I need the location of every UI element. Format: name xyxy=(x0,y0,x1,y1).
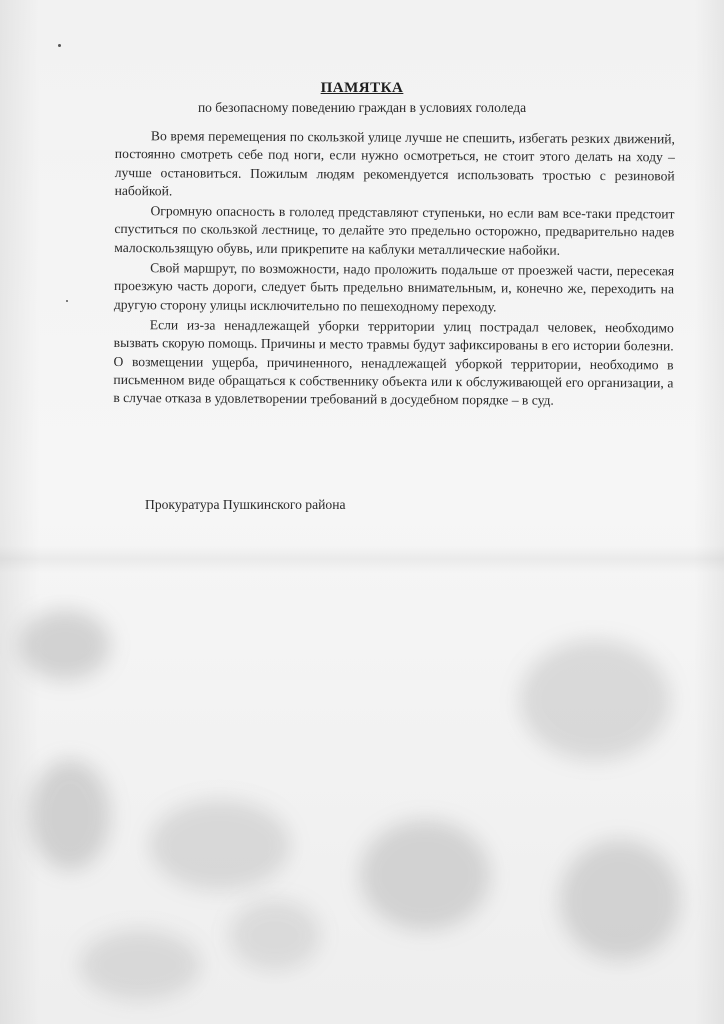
paper-fold-shadow xyxy=(0,545,724,573)
paragraph xyxy=(113,316,674,411)
paragraph xyxy=(114,259,674,317)
document-body xyxy=(113,127,675,411)
toner-smudge xyxy=(230,900,320,970)
toner-smudge xyxy=(560,840,680,960)
scan-edge-shadow-left xyxy=(0,0,40,1024)
signature-line: Прокуратура Пушкинского района xyxy=(145,497,346,512)
toner-smudge xyxy=(150,800,290,890)
paragraph-text: Во время перемещения по скользкой улице лучше не спешить, избегать резких движений, постоянно смотреть себе под ноги, если нужно осмотреться, не стоит этого делать на ходу – лучше остановиться. Пожилым людям рекомендуется использовать тростью с резиновой набойкой. xyxy=(114,128,675,199)
toner-smudge xyxy=(30,760,110,870)
toner-smudge xyxy=(20,610,110,680)
paragraph-text: Огромную опасность в гололед представляют ступеньки, но если вам все-таки предстоит спуститься по скользкой лестнице, то делайте это предельно осторожно, предварительно надев малоскользящую обувь, или прикрепите на каблуки металлические набойки. xyxy=(114,203,675,258)
document-title: ПАМЯТКА xyxy=(320,80,404,96)
scan-speck xyxy=(58,44,61,47)
paragraph-text: Свой маршрут, по возможности, надо проложить подальше от проезжей части, пересекая проезжую часть дороги, следует быть предельно внимательным, и, конечно же, переходить на другую сторону улицы исключительно по пешеходному переходу. xyxy=(113,260,675,315)
paragraph-text: Если из-за ненадлежащей уборки территории улиц пострадал человек, необходимо вызвать скорую помощь. Причины и место травмы будут зафиксированы в его истории болезни. О возмещении ущерба, причиненного, ненадлежащей уборкой территории, необходимо в письменном виде обращаться к собственнику объекта или к обслуживающей его организации, а в случае отказа в удовлетворении требований в досудебном порядке – в суд. xyxy=(113,317,674,408)
paragraph xyxy=(115,127,675,204)
paragraph xyxy=(114,202,674,260)
toner-smudge xyxy=(520,640,670,760)
document-subtitle: по безопасному поведению граждан в условиях гололеда xyxy=(197,100,527,115)
scan-edge-shadow-right xyxy=(694,0,724,1024)
toner-smudge xyxy=(80,930,200,1000)
toner-smudge xyxy=(360,820,490,930)
scan-speck xyxy=(66,300,68,302)
